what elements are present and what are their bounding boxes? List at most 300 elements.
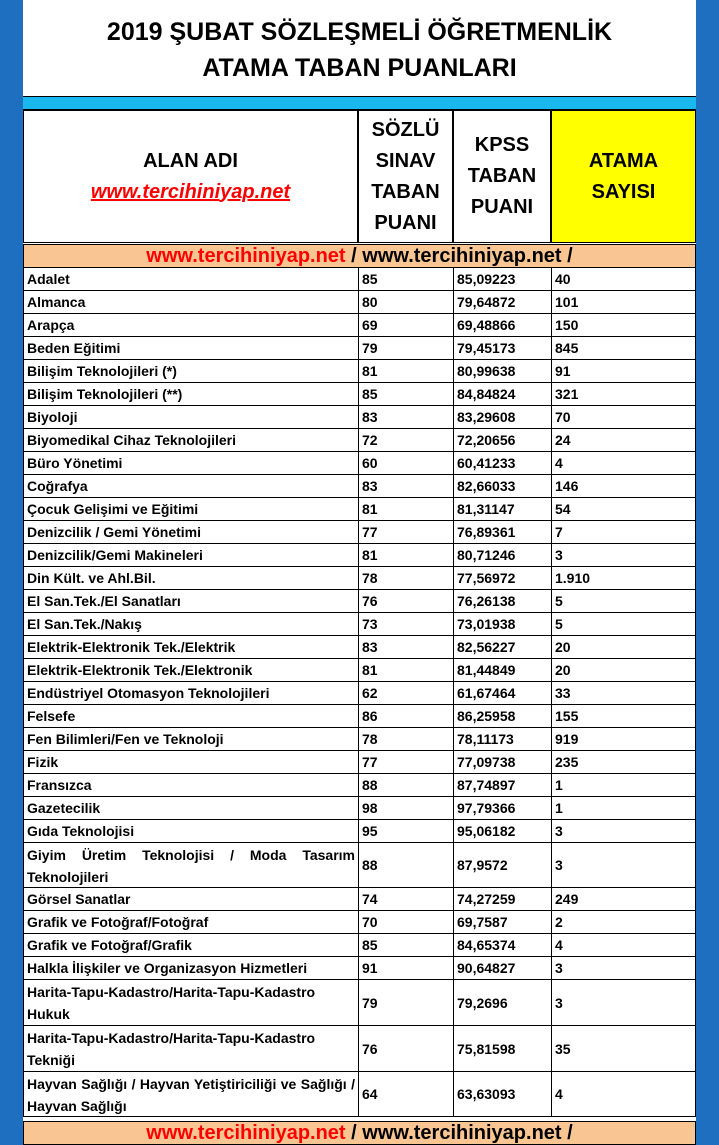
atama-sayisi-cell-text: 4 — [555, 937, 563, 953]
kpss-puan-cell — [453, 751, 551, 773]
kpss-puan-cell — [453, 957, 551, 979]
table-row — [23, 705, 696, 728]
sozlu-puan-cell — [358, 498, 453, 520]
kpss-puan-cell — [453, 406, 551, 428]
sozlu-puan-cell-text: 86 — [362, 708, 378, 724]
alan-cell — [23, 705, 358, 727]
alan-cell — [23, 934, 358, 956]
kpss-puan-cell — [453, 521, 551, 543]
alan-cell — [23, 728, 358, 750]
banner-link[interactable]: www.tercihiniyap.net — [146, 245, 346, 267]
sozlu-puan-cell-text: 85 — [362, 386, 378, 402]
alan-cell — [23, 452, 358, 474]
alan-cell-text: Grafik ve Fotoğraf/Grafik — [27, 937, 192, 953]
banner-separator: / — [345, 245, 363, 267]
atama-sayisi-cell — [551, 590, 696, 612]
sozlu-puan-cell — [358, 590, 453, 612]
alan-cell-text: Gazetecilik — [27, 800, 101, 816]
alan-cell-text: Harita-Tapu-Kadastro/Harita-Tapu-Kadastro Hukuk — [27, 984, 316, 1022]
kpss-puan-cell — [453, 797, 551, 819]
sozlu-puan-cell-text: 79 — [362, 340, 378, 356]
table-row — [23, 291, 696, 314]
alan-cell — [23, 843, 358, 887]
table-row — [23, 1072, 696, 1117]
header-sozlu-line: PUANI — [374, 211, 437, 234]
kpss-puan-cell-text: 63,63093 — [457, 1086, 516, 1102]
atama-sayisi-cell-text: 3 — [555, 547, 563, 563]
atama-sayisi-cell-text: 101 — [555, 294, 579, 310]
sozlu-puan-cell-text: 62 — [362, 685, 378, 701]
left-blue-border — [0, 0, 23, 1145]
table-row — [23, 406, 696, 429]
alan-cell — [23, 659, 358, 681]
kpss-puan-cell-text: 79,64872 — [457, 294, 516, 310]
alan-cell-text: Adalet — [27, 271, 70, 287]
atama-sayisi-cell — [551, 728, 696, 750]
table-row — [23, 360, 696, 383]
title-separator-bar — [23, 96, 696, 110]
table-row — [23, 383, 696, 406]
header-sozlu-line: TABAN — [371, 180, 440, 203]
table-row — [23, 1026, 696, 1072]
sozlu-puan-cell-text: 60 — [362, 455, 378, 471]
table-row — [23, 314, 696, 337]
header-alan-adi — [23, 110, 358, 243]
alan-cell-text: Coğrafya — [27, 478, 88, 494]
kpss-puan-cell — [453, 383, 551, 405]
atama-sayisi-cell-text: 1.910 — [555, 570, 591, 586]
kpss-puan-cell — [453, 728, 551, 750]
kpss-puan-cell — [453, 567, 551, 589]
atama-sayisi-cell — [551, 268, 696, 290]
kpss-puan-cell-text: 77,09738 — [457, 754, 516, 770]
kpss-puan-cell — [453, 888, 551, 910]
atama-sayisi-cell-text: 845 — [555, 340, 579, 356]
table-row — [23, 957, 696, 980]
alan-cell — [23, 544, 358, 566]
atama-sayisi-cell-text: 3 — [555, 994, 563, 1011]
sozlu-puan-cell — [358, 728, 453, 750]
atama-sayisi-cell-text: 20 — [555, 639, 571, 655]
atama-sayisi-cell — [551, 659, 696, 681]
atama-sayisi-cell — [551, 934, 696, 956]
table-row — [23, 659, 696, 682]
sozlu-puan-cell — [358, 774, 453, 796]
kpss-puan-cell-text: 60,41233 — [457, 455, 516, 471]
table-row — [23, 544, 696, 567]
sozlu-puan-cell — [358, 843, 453, 887]
score-table-sheet — [23, 0, 696, 1145]
alan-cell-text: Grafik ve Fotoğraf/Fotoğraf — [27, 914, 209, 930]
kpss-puan-cell — [453, 911, 551, 933]
atama-sayisi-cell — [551, 475, 696, 497]
kpss-puan-cell-text: 90,64827 — [457, 960, 516, 976]
sozlu-puan-cell-text: 98 — [362, 800, 378, 816]
alan-cell-text: Harita-Tapu-Kadastro/Harita-Tapu-Kadastro Tekniği — [27, 1030, 316, 1068]
kpss-puan-cell-text: 79,45173 — [457, 340, 516, 356]
alan-cell — [23, 337, 358, 359]
atama-sayisi-cell-text: 70 — [555, 409, 571, 425]
atama-sayisi-cell — [551, 980, 696, 1025]
atama-sayisi-cell — [551, 682, 696, 704]
kpss-puan-cell — [453, 291, 551, 313]
website-link[interactable]: www.tercihiniyap.net — [90, 180, 291, 203]
atama-sayisi-cell — [551, 705, 696, 727]
table-row — [23, 728, 696, 751]
banner-separator: / — [345, 1122, 363, 1144]
atama-sayisi-cell — [551, 820, 696, 842]
banner-link-2[interactable]: www.tercihiniyap.net — [362, 245, 562, 267]
alan-cell — [23, 980, 358, 1025]
sozlu-puan-cell — [358, 820, 453, 842]
alan-cell — [23, 360, 358, 382]
atama-sayisi-cell-text: 2 — [555, 914, 563, 930]
alan-cell — [23, 1072, 358, 1116]
alan-cell-text: Bilişim Teknolojileri (**) — [27, 386, 183, 402]
table-row — [23, 268, 696, 291]
atama-sayisi-cell — [551, 429, 696, 451]
kpss-puan-cell-text: 86,25958 — [457, 708, 516, 724]
atama-sayisi-cell-text: 35 — [555, 1040, 571, 1057]
kpss-puan-cell-text: 80,71246 — [457, 547, 516, 563]
sozlu-puan-cell — [358, 360, 453, 382]
page-title — [23, 0, 696, 96]
kpss-puan-cell — [453, 820, 551, 842]
table-row — [23, 498, 696, 521]
sozlu-puan-cell — [358, 383, 453, 405]
kpss-puan-cell-text: 76,26138 — [457, 593, 516, 609]
atama-sayisi-cell — [551, 360, 696, 382]
sozlu-puan-cell-text: 81 — [362, 501, 378, 517]
kpss-puan-cell-text: 84,84824 — [457, 386, 516, 402]
alan-cell — [23, 406, 358, 428]
kpss-puan-cell-text: 95,06182 — [457, 823, 516, 839]
alan-cell — [23, 888, 358, 910]
alan-cell-text: El San.Tek./El Sanatları — [27, 593, 181, 609]
sozlu-puan-cell-text: 85 — [362, 937, 378, 953]
header-sozlu-line: SINAV — [375, 149, 436, 172]
kpss-puan-cell — [453, 682, 551, 704]
table-row — [23, 452, 696, 475]
header-kpss-line: TABAN — [467, 165, 537, 187]
atama-sayisi-cell — [551, 406, 696, 428]
atama-sayisi-cell — [551, 521, 696, 543]
kpss-puan-cell-text: 72,20656 — [457, 432, 516, 448]
kpss-puan-cell — [453, 980, 551, 1025]
alan-cell — [23, 751, 358, 773]
sozlu-puan-cell — [358, 544, 453, 566]
atama-sayisi-cell-text: 5 — [555, 616, 563, 632]
sozlu-puan-cell-text: 85 — [362, 271, 378, 287]
sozlu-puan-cell-text: 78 — [362, 570, 378, 586]
sozlu-puan-cell-text: 77 — [362, 754, 378, 770]
atama-sayisi-cell-text: 146 — [555, 478, 579, 494]
atama-sayisi-cell — [551, 1072, 696, 1116]
banner-link-2[interactable]: www.tercihiniyap.net — [362, 1122, 562, 1144]
sozlu-puan-cell-text: 88 — [362, 777, 378, 793]
sozlu-puan-cell-text: 70 — [362, 914, 378, 930]
kpss-puan-cell — [453, 774, 551, 796]
atama-sayisi-cell — [551, 314, 696, 336]
sozlu-puan-cell-text: 78 — [362, 731, 378, 747]
kpss-puan-cell — [453, 475, 551, 497]
kpss-puan-cell-text: 74,27259 — [457, 891, 516, 907]
kpss-puan-cell-text: 80,99638 — [457, 363, 516, 379]
kpss-puan-cell — [453, 268, 551, 290]
atama-sayisi-cell — [551, 452, 696, 474]
atama-sayisi-cell — [551, 957, 696, 979]
sozlu-puan-cell — [358, 268, 453, 290]
kpss-puan-cell-text: 76,89361 — [457, 524, 516, 540]
table-row — [23, 429, 696, 452]
alan-cell — [23, 590, 358, 612]
atama-sayisi-cell — [551, 567, 696, 589]
kpss-puan-cell-text: 87,74897 — [457, 777, 516, 793]
table-row — [23, 613, 696, 636]
sozlu-puan-cell — [358, 911, 453, 933]
atama-sayisi-cell-text: 155 — [555, 708, 579, 724]
sozlu-puan-cell-text: 76 — [362, 593, 378, 609]
alan-cell — [23, 957, 358, 979]
atama-sayisi-cell-text: 91 — [555, 363, 571, 379]
sozlu-puan-cell-text: 74 — [362, 891, 378, 907]
atama-sayisi-cell-text: 20 — [555, 662, 571, 678]
alan-cell — [23, 429, 358, 451]
kpss-puan-cell-text: 61,67464 — [457, 685, 516, 701]
banner-link[interactable]: www.tercihiniyap.net — [146, 1122, 346, 1144]
alan-cell-text: Fizik — [27, 754, 59, 770]
title-line-2: ATAMA TABAN PUANLARI — [202, 54, 517, 82]
sozlu-puan-cell-text: 88 — [362, 857, 378, 873]
table-row — [23, 682, 696, 705]
alan-cell — [23, 383, 358, 405]
atama-sayisi-cell-text: 3 — [555, 857, 563, 873]
table-row — [23, 475, 696, 498]
table-row — [23, 751, 696, 774]
kpss-puan-cell-text: 69,7587 — [457, 914, 508, 930]
alan-cell-text: Fen Bilimleri/Fen ve Teknoloji — [27, 731, 224, 747]
atama-sayisi-cell-text: 4 — [555, 455, 563, 471]
kpss-puan-cell — [453, 498, 551, 520]
right-blue-border — [696, 0, 719, 1145]
sozlu-puan-cell — [358, 705, 453, 727]
atama-sayisi-cell — [551, 843, 696, 887]
sozlu-puan-cell — [358, 452, 453, 474]
table-row — [23, 567, 696, 590]
banner-separator: / — [561, 245, 573, 267]
alan-cell — [23, 820, 358, 842]
table-row — [23, 636, 696, 659]
sozlu-puan-cell — [358, 429, 453, 451]
atama-sayisi-cell-text: 1 — [555, 800, 563, 816]
sozlu-puan-cell-text: 83 — [362, 478, 378, 494]
kpss-puan-cell — [453, 705, 551, 727]
header-atama-line: ATAMA — [588, 149, 659, 172]
alan-cell — [23, 498, 358, 520]
alan-cell — [23, 314, 358, 336]
kpss-puan-cell-text: 81,31147 — [457, 501, 515, 517]
sozlu-puan-cell — [358, 888, 453, 910]
sozlu-puan-cell — [358, 659, 453, 681]
atama-sayisi-cell-text: 919 — [555, 731, 579, 747]
sozlu-puan-cell — [358, 682, 453, 704]
header-sozlu-line: SÖZLÜ — [371, 118, 440, 141]
alan-cell-text: Fransızca — [27, 777, 92, 793]
header-atama-line: SAYISI — [591, 180, 656, 203]
sozlu-puan-cell-text: 83 — [362, 639, 378, 655]
alan-cell — [23, 291, 358, 313]
alan-cell — [23, 682, 358, 704]
sozlu-puan-cell — [358, 521, 453, 543]
sozlu-puan-cell — [358, 613, 453, 635]
atama-sayisi-cell — [551, 797, 696, 819]
kpss-puan-cell — [453, 360, 551, 382]
atama-sayisi-cell-text: 3 — [555, 960, 563, 976]
kpss-puan-cell — [453, 1072, 551, 1116]
table-row — [23, 337, 696, 360]
header-alan-label: ALAN ADI — [143, 149, 238, 172]
sozlu-puan-cell-text: 81 — [362, 662, 378, 678]
sozlu-puan-cell-text: 91 — [362, 960, 378, 976]
sozlu-puan-cell-text: 79 — [362, 994, 378, 1011]
table-row — [23, 521, 696, 544]
alan-cell-text: Gıda Teknolojisi — [27, 823, 135, 839]
alan-cell-text: El San.Tek./Nakış — [27, 616, 142, 632]
atama-sayisi-cell — [551, 1026, 696, 1071]
atama-sayisi-cell — [551, 613, 696, 635]
kpss-puan-cell-text: 87,9572 — [457, 857, 508, 873]
kpss-puan-cell — [453, 613, 551, 635]
sozlu-puan-cell — [358, 957, 453, 979]
alan-cell — [23, 475, 358, 497]
kpss-puan-cell-text: 84,65374 — [457, 937, 516, 953]
kpss-puan-cell — [453, 452, 551, 474]
table-row — [23, 843, 696, 888]
alan-cell — [23, 911, 358, 933]
table-row — [23, 980, 696, 1026]
kpss-puan-cell — [453, 314, 551, 336]
atama-sayisi-cell — [551, 291, 696, 313]
website-banner-top — [23, 244, 696, 268]
atama-sayisi-cell — [551, 911, 696, 933]
kpss-puan-cell-text: 78,11173 — [457, 731, 514, 747]
alan-cell-text: Elektrik-Elektronik Tek./Elektronik — [27, 662, 253, 678]
sozlu-puan-cell — [358, 337, 453, 359]
sozlu-puan-cell — [358, 980, 453, 1025]
alan-cell-text: Elektrik-Elektronik Tek./Elektrik — [27, 639, 236, 655]
kpss-puan-cell — [453, 659, 551, 681]
atama-sayisi-cell-text: 33 — [555, 685, 571, 701]
atama-sayisi-cell — [551, 636, 696, 658]
kpss-puan-cell-text: 77,56972 — [457, 570, 516, 586]
sozlu-puan-cell — [358, 291, 453, 313]
kpss-puan-cell-text: 79,2696 — [457, 994, 508, 1011]
sozlu-puan-cell-text: 64 — [362, 1086, 378, 1102]
sozlu-puan-cell-text: 95 — [362, 823, 378, 839]
kpss-puan-cell — [453, 843, 551, 887]
sozlu-puan-cell-text: 77 — [362, 524, 378, 540]
website-banner-bottom — [23, 1121, 696, 1145]
kpss-puan-cell-text: 69,48866 — [457, 317, 516, 333]
table-row — [23, 820, 696, 843]
sozlu-puan-cell-text: 76 — [362, 1040, 378, 1057]
sozlu-puan-cell-text: 72 — [362, 432, 378, 448]
atama-sayisi-cell-text: 249 — [555, 891, 579, 907]
atama-sayisi-cell-text: 5 — [555, 593, 563, 609]
atama-sayisi-cell-text: 321 — [555, 386, 579, 402]
alan-cell-text: Biyoloji — [27, 409, 78, 425]
sozlu-puan-cell — [358, 797, 453, 819]
table-row — [23, 911, 696, 934]
alan-cell-text: Endüstriyel Otomasyon Teknolojileri — [27, 685, 270, 701]
table-row — [23, 934, 696, 957]
atama-sayisi-cell-text: 40 — [555, 271, 571, 287]
sozlu-puan-cell — [358, 314, 453, 336]
header-atama-sayisi — [551, 110, 696, 243]
kpss-puan-cell — [453, 1026, 551, 1071]
alan-cell-text: Giyim Üretim Teknolojisi / Moda Tasarım Teknolojileri — [27, 847, 355, 885]
sozlu-puan-cell-text: 80 — [362, 294, 378, 310]
kpss-puan-cell-text: 83,29608 — [457, 409, 516, 425]
alan-cell-text: Denizcilik / Gemi Yönetimi — [27, 524, 202, 540]
kpss-puan-cell-text: 81,44849 — [457, 662, 516, 678]
sozlu-puan-cell — [358, 475, 453, 497]
atama-sayisi-cell-text: 235 — [555, 754, 579, 770]
alan-cell-text: Hayvan Sağlığı / Hayvan Yetiştiriciliği ve Sağlığı / Hayvan Sağlığı — [27, 1076, 355, 1114]
header-sozlu-puan — [358, 110, 453, 243]
alan-cell — [23, 567, 358, 589]
header-kpss-puan — [453, 110, 551, 243]
kpss-puan-cell — [453, 544, 551, 566]
alan-cell — [23, 636, 358, 658]
atama-sayisi-cell — [551, 383, 696, 405]
table-row — [23, 774, 696, 797]
kpss-puan-cell-text: 82,66033 — [457, 478, 516, 494]
kpss-puan-cell — [453, 590, 551, 612]
atama-sayisi-cell — [551, 544, 696, 566]
alan-cell-text: Din Kült. ve Ahl.Bil. — [27, 570, 156, 586]
kpss-puan-cell-text: 73,01938 — [457, 616, 516, 632]
alan-cell-text: Biyomedikal Cihaz Teknolojileri — [27, 432, 237, 448]
alan-cell-text: Bilişim Teknolojileri (*) — [27, 363, 177, 379]
alan-cell — [23, 797, 358, 819]
kpss-puan-cell — [453, 636, 551, 658]
kpss-puan-cell-text: 97,79366 — [457, 800, 516, 816]
kpss-puan-cell-text: 82,56227 — [457, 639, 516, 655]
sozlu-puan-cell-text: 73 — [362, 616, 378, 632]
alan-cell — [23, 268, 358, 290]
atama-sayisi-cell — [551, 498, 696, 520]
alan-cell — [23, 774, 358, 796]
atama-sayisi-cell-text: 54 — [555, 501, 571, 517]
sozlu-puan-cell — [358, 1026, 453, 1071]
sozlu-puan-cell-text: 81 — [362, 363, 378, 379]
atama-sayisi-cell-text: 4 — [555, 1086, 563, 1102]
alan-cell-text: Almanca — [27, 294, 86, 310]
alan-cell-text: Görsel Sanatlar — [27, 891, 131, 907]
atama-sayisi-cell — [551, 337, 696, 359]
atama-sayisi-cell — [551, 751, 696, 773]
data-table-body — [23, 268, 696, 1117]
kpss-puan-cell — [453, 429, 551, 451]
kpss-puan-cell-text: 75,81598 — [457, 1040, 516, 1057]
sozlu-puan-cell — [358, 567, 453, 589]
sozlu-puan-cell — [358, 1072, 453, 1116]
sozlu-puan-cell-text: 69 — [362, 317, 378, 333]
sozlu-puan-cell — [358, 751, 453, 773]
atama-sayisi-cell-text: 1 — [555, 777, 563, 793]
alan-cell-text: Beden Eğitimi — [27, 340, 121, 356]
